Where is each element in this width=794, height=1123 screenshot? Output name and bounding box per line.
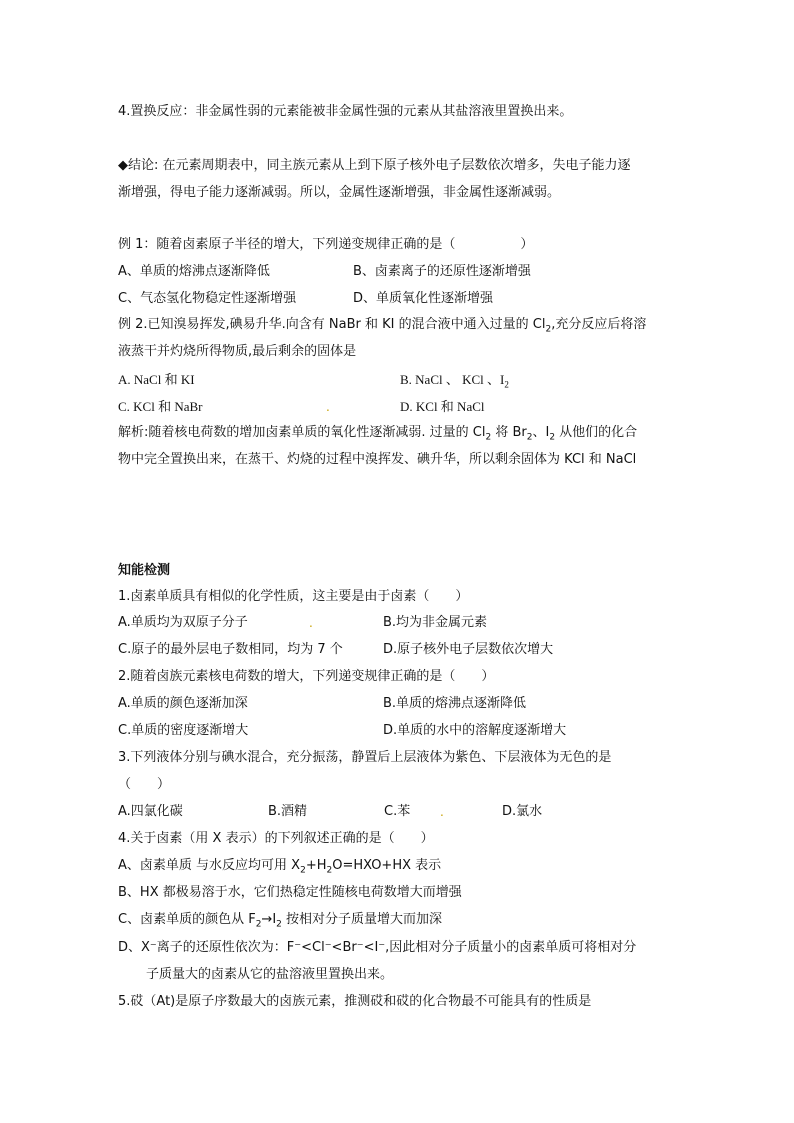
quiz-q4-option-d-line-2: 子质量大的卤素从它的盐溶液里置换出来。 <box>146 967 394 982</box>
analysis-sub-1: 2 <box>485 432 492 443</box>
example-2-option-b-text: B. NaCl 、 KCl 、I <box>400 372 505 387</box>
example-2-analysis-line-1 <box>118 424 637 442</box>
example-1-option-b: B、卤素离子的还原性逐渐增强 <box>353 264 531 279</box>
quiz-q5: 5.砹（At)是原子序数最大的卤族元素，推测砹和砹的化合物最不可能具有的性质是 <box>118 994 592 1009</box>
q4c-text-2: →I <box>261 912 277 927</box>
quiz-section-title: 知能检测 <box>118 563 171 578</box>
q4a-text-1: A、卤素单质 与水反应均可用 X <box>118 858 301 873</box>
conclusion-line-1: ◆结论: 在元素周期表中，同主族元素从上到下原子核外电子层数依次增多，失电子能力逐 <box>118 158 631 173</box>
q4a-sub-2: 2 <box>326 865 333 876</box>
decorative-dot: . <box>326 400 330 414</box>
q4a-sub-1: 2 <box>300 865 306 876</box>
example-1-option-c: C、气态氢化物稳定性逐渐增强 <box>118 291 297 306</box>
quiz-q3-option-c: C.苯 <box>384 804 411 819</box>
quiz-q1-option-a: A.单质均为双原子分子 <box>118 615 248 630</box>
example-2-option-b <box>400 371 509 389</box>
quiz-q4-option-b: B、HX 都极易溶于水，它们热稳定性随核电荷数增大而增强 <box>118 885 462 900</box>
quiz-q1-option-d: D.原子核外电子层数依次增大 <box>383 642 554 657</box>
example-2-option-b-subscript: 2 <box>504 379 509 390</box>
example-2-option-a: A. NaCl 和 KI <box>118 372 195 387</box>
example-2-question-line-1 <box>118 316 646 334</box>
quiz-q3-option-b: B.酒精 <box>268 804 308 819</box>
q4c-text-3: 按相对分子质量增大而加深 <box>281 912 443 927</box>
example-1-option-a: A、单质的熔沸点逐渐降低 <box>118 264 270 279</box>
analysis-text-a: 解析:随着核电荷数的增加卤素单质的氧化性逐渐减弱. 过量的 Cl <box>118 425 486 440</box>
analysis-text-c: 、I <box>532 425 550 440</box>
example-2-option-d: D. KCl 和 NaCl <box>400 399 485 414</box>
analysis-sub-2: 2 <box>526 432 533 443</box>
quiz-q2: 2.随着卤族元素核电荷数的增大，下列递变规律正确的是（ ） <box>118 669 495 684</box>
quiz-q4-option-c <box>118 911 442 929</box>
quiz-q3-line-1: 3.下列液体分别与碘水混合，充分振荡，静置后上层液体为紫色、下层液体为无色的是 <box>118 750 612 765</box>
quiz-q2-option-d: D.单质的水中的溶解度逐渐增大 <box>383 723 567 738</box>
analysis-text-b: 将 Br <box>491 425 527 440</box>
rule-4-displacement: 4.置换反应：非金属性弱的元素能被非金属性强的元素从其盐溶液里置换出来。 <box>118 104 573 119</box>
example-1-question: 例 1：随着卤素原子半径的增大，下列递变规律正确的是（ ） <box>118 237 534 252</box>
q4a-text-3: O=HXO+HX 表示 <box>332 858 442 873</box>
example-1-option-d: D、单质氧化性逐渐增强 <box>353 291 494 306</box>
example-2-q1-subscript: 2 <box>545 324 552 335</box>
example-2-q1-text-a: 例 2.已知溴易挥发,碘易升华.向含有 NaBr 和 KI 的混合液中通入过量的 Cl <box>118 317 546 332</box>
quiz-q3-option-a: A.四氯化碳 <box>118 804 183 819</box>
example-2-option-c: C. KCl 和 NaBr <box>118 399 203 414</box>
quiz-q3-line-2: （ ） <box>118 777 171 792</box>
quiz-q2-option-a: A.单质的颜色逐渐加深 <box>118 696 248 711</box>
quiz-q1-option-b: B.均为非金属元素 <box>383 615 488 630</box>
quiz-q2-option-c: C.单质的密度逐渐增大 <box>118 723 249 738</box>
q4c-sub-1: 2 <box>255 919 262 930</box>
quiz-q2-option-b: B.单质的熔沸点逐渐降低 <box>383 696 527 711</box>
example-2-analysis-line-2: 物中完全置换出来，在蒸干、灼烧的过程中溴挥发、碘升华，所以剩余固体为 KCl 和 NaCl <box>118 452 637 467</box>
analysis-sub-3: 2 <box>549 432 556 443</box>
decorative-dot: . <box>440 805 444 819</box>
quiz-q4-option-a <box>118 857 441 875</box>
quiz-q1: 1.卤素单质具有相似的化学性质，这主要是由于卤素（ ） <box>118 589 469 604</box>
q4c-sub-2: 2 <box>276 919 282 930</box>
quiz-q1-option-c: C.原子的最外层电子数相同，均为 7 个 <box>118 642 343 657</box>
example-2-q1-text-b: ,充分反应后将溶 <box>551 317 647 332</box>
q4c-text-1: C、卤素单质的颜色从 F <box>118 912 256 927</box>
decorative-dot: . <box>309 616 313 630</box>
example-2-question-line-2: 液蒸干并灼烧所得物质,最后剩余的固体是 <box>118 344 357 359</box>
quiz-q3-option-d: D.氯水 <box>502 804 543 819</box>
analysis-text-d: 从他们的化合 <box>555 425 638 440</box>
quiz-q4-option-d-line-1: D、X⁻离子的还原性依次为：F⁻<Cl⁻<Br⁻<I⁻,因此相对分子质量小的卤素单质可将相对分 <box>118 940 637 955</box>
q4a-text-2: +H <box>305 858 327 873</box>
conclusion-line-2: 渐增强，得电子能力逐渐减弱。所以，金属性逐渐增强，非金属性逐渐减弱。 <box>118 185 561 200</box>
quiz-q4: 4.关于卤素（用 X 表示）的下列叙述正确的是（ ） <box>118 831 434 846</box>
